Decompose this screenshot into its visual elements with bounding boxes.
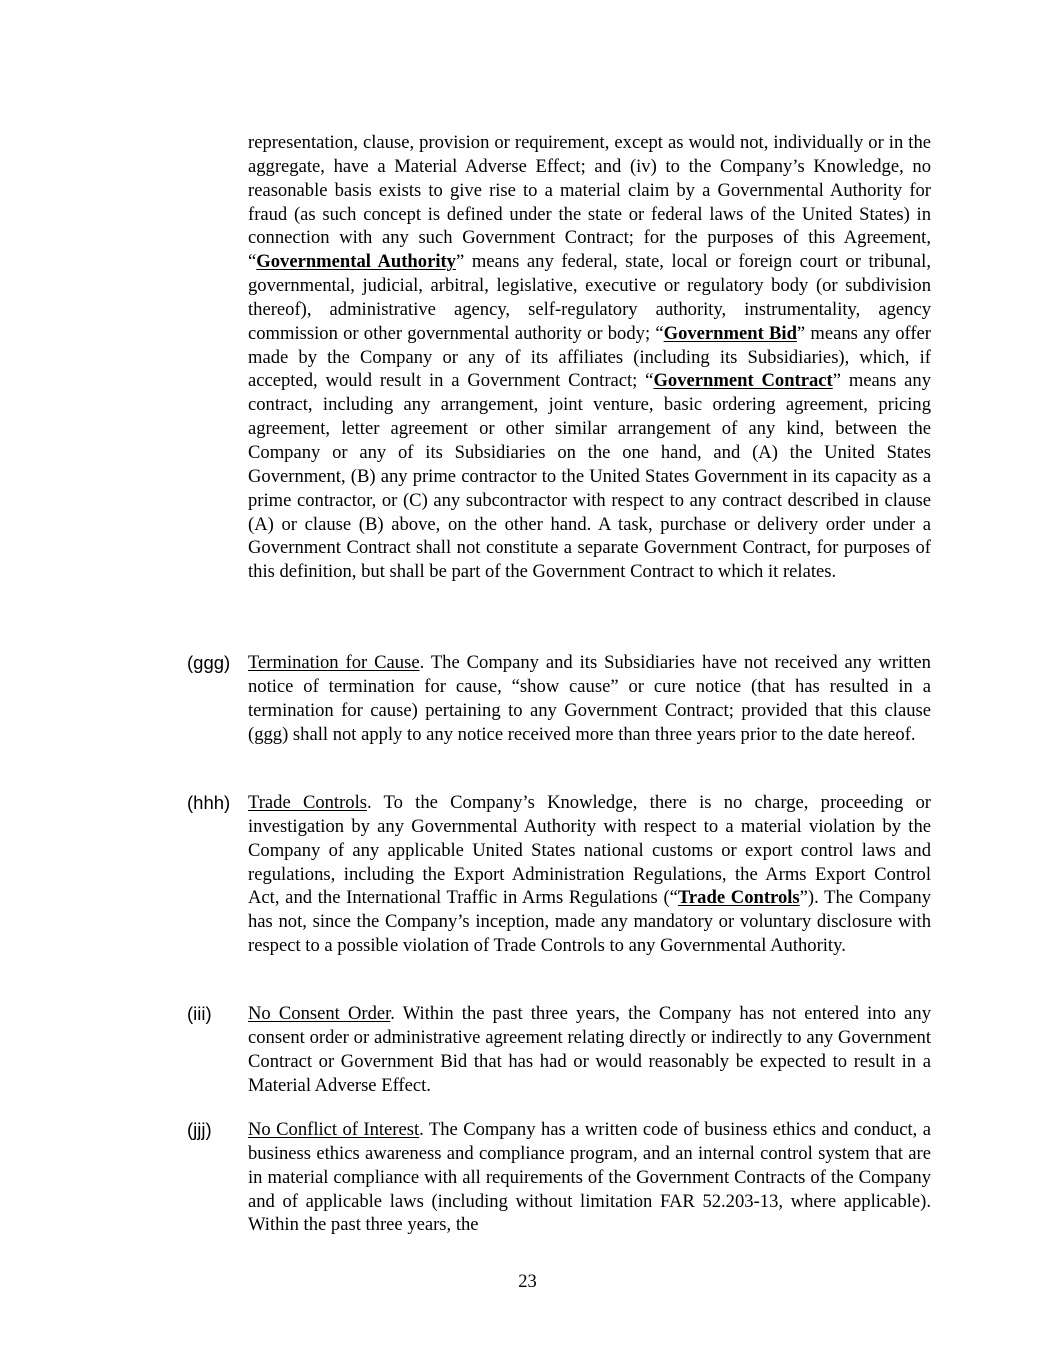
section-label-jjj: (jjj) [187, 1119, 212, 1140]
continuation-paragraph [248, 131, 931, 584]
section-label-iii: (iii) [187, 1003, 212, 1024]
section-heading-no-consent-order: No Consent Order [248, 1003, 391, 1024]
defined-term-government-bid: Government Bid [663, 322, 797, 344]
section-text-jjj: . The Company has a written code of business ethics and conduct, a business ethics awareness and compliance program, and an internal control system that are in material compliance with all requirements of the Government Contracts of the Company and of applicable laws (including without limitation FAR 52.203-13, where applicable). Within the past three years, the [248, 1119, 931, 1236]
section-heading-no-conflict-of-interest: No Conflict of Interest [248, 1119, 420, 1140]
continuation-text-1: representation, clause, provision or requirement, except as would not, individually or in the aggregate, have a Material Adverse Effect; and (iv) to the Company’s Knowledge, no reasonable basis exists to give rise to a material claim by a Governmental Authority for fraud (as such concept is defined under the state or federal laws of the United States) in connection with any such Government Contract; for the purposes of this Agreement, “ [248, 132, 931, 273]
section-heading-trade-controls: Trade Controls [248, 792, 367, 813]
defined-term-governmental-authority: Governmental Authority [256, 251, 456, 273]
continuation-text-3: ” means any offer made by the Company or any of its affiliates (including its Subsidiaries), which, if accepted, would result in a Government Contract; “ [248, 322, 931, 392]
page-number: 23 [518, 1271, 537, 1292]
section-paragraph-jjj [248, 1118, 931, 1237]
defined-term-trade-controls: Trade Controls [677, 887, 800, 909]
section-text-hhh-2: ”). The Company has not, since the Company’s inception, made any mandatory or voluntary disclosure with respect to a possible violation of Trade Controls to any Governmental Authority. [248, 887, 931, 957]
section-label-ggg: (ggg) [187, 652, 231, 673]
section-label-hhh: (hhh) [187, 792, 231, 813]
section-text-iii: . Within the past three years, the Company has not entered into any consent order or administrative agreement relating directly or indirectly to any Government Contract or Government Bid that has had or would reasonably be expected to result in a Material Adverse Effect. [248, 1003, 931, 1096]
section-text-hhh-1: . To the Company’s Knowledge, there is no charge, proceeding or investigation by any Governmental Authority with respect to a material violation by the Company of any applicable United States national customs or export control laws and regulations, including the Export Administration Regulations, the Arms Export Control Act, and the International Traffic in Arms Regulations (“ [248, 792, 931, 909]
continuation-text-4: ” means any contract, including any arrangement, joint venture, basic ordering agreement, pricing agreement, letter agreement or other similar arrangement of any kind, between the Company or any of its Subsidiaries on the one hand, and (A) the United States Government, (B) any prime contractor to the United States Government in its capacity as a prime contractor, or (C) any subcontractor with respect to any contract described in clause (A) or clause (B) above, on the other hand. A task, purchase or delivery order under a Government Contract shall not constitute a separate Government Contract, for purposes of this definition, but shall be part of the Government Contract to which it relates. [248, 370, 932, 583]
section-paragraph-hhh [248, 791, 931, 958]
defined-term-government-contract: Government Contract [653, 370, 833, 392]
continuation-text-2: ” means any federal, state, local or foreign court or tribunal, governmental, judicial, arbitral, legislative, executive or regulatory body (or subdivision thereof), administrative agency, self-regulatory authority, instrumentality, agency commission or other governmental authority or body; “ [248, 251, 931, 344]
section-paragraph-iii [248, 1002, 931, 1097]
section-paragraph-ggg [248, 651, 931, 746]
section-text-ggg: . The Company and its Subsidiaries have not received any written notice of termination for cause, “show cause” or cure notice (that has resulted in a termination for cause) pertaining to any Government Contract; provided that this clause (ggg) shall not apply to any notice received more than three years prior to the date hereof. [248, 652, 931, 745]
section-heading-termination-for-cause: Termination for Cause [248, 652, 420, 673]
